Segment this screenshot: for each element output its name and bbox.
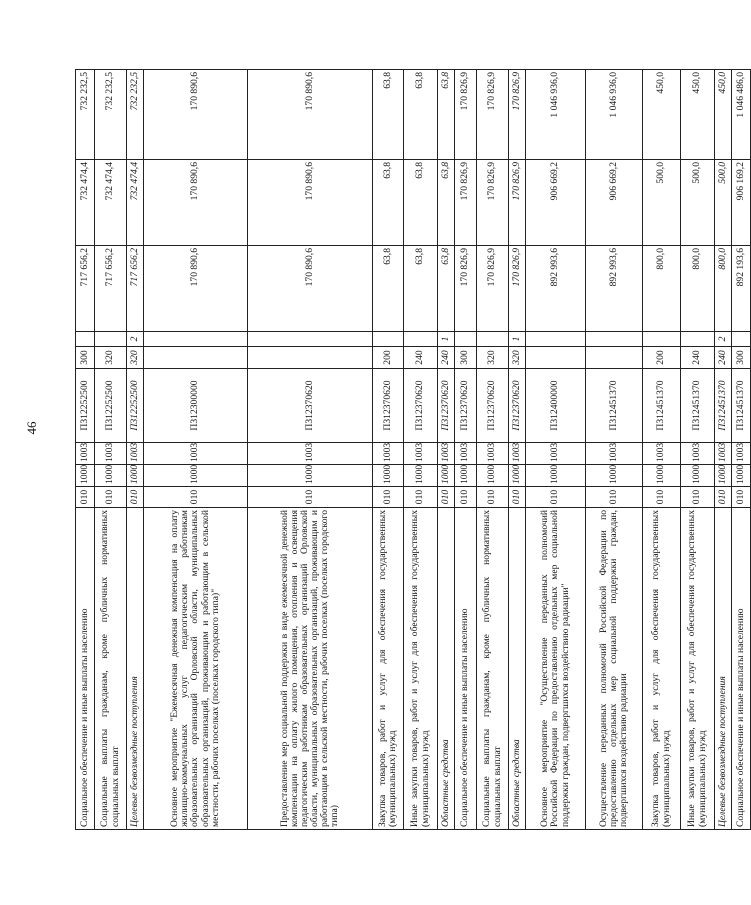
row-name: Закупка товаров, работ и услуг для обеспечения государственных (муниципальных) нужд — [373, 508, 404, 830]
pr-code: 1003 — [144, 443, 248, 465]
amount-year-1: 170 826,9 — [477, 246, 509, 332]
row-name: Основное мероприятие "Осуществление переданных полномочий Российской Федерации по предоставлению отдельных мер социальной поддержки граждан, подвергшихся воздействию радиации" — [526, 508, 586, 830]
expense-type-code: 320 — [477, 347, 509, 369]
amount-year-1: 170 890,6 — [248, 246, 373, 332]
ved-code: 010 — [438, 487, 455, 508]
pr-code: 1003 — [715, 443, 732, 465]
budget-table — [75, 69, 751, 830]
rz-code: 1000 — [76, 465, 95, 487]
amount-year-3: 450,0 — [715, 70, 732, 160]
amount-year-3: 1 046 936,0 — [586, 70, 643, 160]
amount-year-2: 63,8 — [373, 160, 404, 246]
table-row — [404, 70, 438, 830]
amount-year-3: 732 232,5 — [76, 70, 95, 160]
pr-code: 1003 — [404, 443, 438, 465]
rz-code: 1000 — [509, 465, 526, 487]
amount-year-2: 170 890,6 — [144, 160, 248, 246]
page-number: 46 — [24, 421, 39, 435]
target-article-code: П312370620 — [477, 369, 509, 443]
ved-code: 010 — [373, 487, 404, 508]
expense-type-code — [526, 347, 586, 369]
row-name: Социальное обеспечение и иные выплаты населению — [76, 508, 95, 830]
ved-code: 010 — [127, 487, 144, 508]
target-article-code: П312451370 — [643, 369, 681, 443]
target-article-code: П312370620 — [455, 369, 477, 443]
expense-type-code: 240 — [438, 347, 455, 369]
target-article-code: П312370620 — [373, 369, 404, 443]
target-article-code: П312252500 — [95, 369, 127, 443]
amount-year-2: 170 890,6 — [248, 160, 373, 246]
pr-code: 1003 — [681, 443, 715, 465]
amount-year-3: 63,8 — [404, 70, 438, 160]
amount-year-1: 717 656,2 — [127, 246, 144, 332]
table-row — [586, 70, 643, 830]
amount-year-3: 170 890,6 — [144, 70, 248, 160]
amount-year-2: 170 826,9 — [509, 160, 526, 246]
ved-code: 010 — [76, 487, 95, 508]
ved-code: 010 — [681, 487, 715, 508]
table-row — [643, 70, 681, 830]
amount-year-3: 1 046 936,0 — [526, 70, 586, 160]
pr-code: 1003 — [248, 443, 373, 465]
amount-year-3: 63,8 — [438, 70, 455, 160]
target-article-code: П312451370 — [732, 369, 751, 443]
amount-year-2: 500,0 — [681, 160, 715, 246]
rz-code: 1000 — [715, 465, 732, 487]
amount-year-2: 906 169,2 — [732, 160, 751, 246]
table-row — [76, 70, 95, 830]
table-body — [76, 70, 751, 830]
ved-code: 010 — [95, 487, 127, 508]
amount-year-1: 63,8 — [438, 246, 455, 332]
amount-year-2: 500,0 — [643, 160, 681, 246]
pr-code: 1003 — [509, 443, 526, 465]
table-container — [75, 70, 746, 830]
target-article-code: П312370620 — [438, 369, 455, 443]
pr-code: 1003 — [586, 443, 643, 465]
amount-year-1: 63,8 — [373, 246, 404, 332]
row-name: Социальные выплаты гражданам, кроме публичных нормативных социальных выплат — [95, 508, 127, 830]
expense-type-code: 240 — [715, 347, 732, 369]
pr-code: 1003 — [127, 443, 144, 465]
target-article-code: П312451370 — [715, 369, 732, 443]
row-name: Целевые безвозмездные поступления — [715, 508, 732, 830]
amount-year-1: 717 656,2 — [95, 246, 127, 332]
amount-year-2: 906 669,2 — [526, 160, 586, 246]
rz-code: 1000 — [373, 465, 404, 487]
amount-year-2: 170 826,9 — [455, 160, 477, 246]
amount-year-3: 1 046 486,0 — [732, 70, 751, 160]
ved-code: 010 — [586, 487, 643, 508]
amount-year-3: 732 232,5 — [127, 70, 144, 160]
table-row — [127, 70, 144, 830]
table-row — [732, 70, 751, 830]
amount-year-3: 170 826,9 — [455, 70, 477, 160]
table-row — [681, 70, 715, 830]
rz-code: 1000 — [144, 465, 248, 487]
table-row — [438, 70, 455, 830]
amount-year-1: 800,0 — [715, 246, 732, 332]
source-code: 2 — [127, 332, 144, 347]
expense-type-code: 240 — [404, 347, 438, 369]
target-article-code: П312370620 — [248, 369, 373, 443]
rz-code: 1000 — [248, 465, 373, 487]
amount-year-2: 500,0 — [715, 160, 732, 246]
source-code — [248, 332, 373, 347]
amount-year-1: 800,0 — [681, 246, 715, 332]
ved-code: 010 — [526, 487, 586, 508]
ved-code: 010 — [455, 487, 477, 508]
expense-type-code: 320 — [127, 347, 144, 369]
table-row — [526, 70, 586, 830]
expense-type-code: 300 — [76, 347, 95, 369]
source-code — [144, 332, 248, 347]
pr-code: 1003 — [95, 443, 127, 465]
pr-code: 1003 — [643, 443, 681, 465]
amount-year-1: 892 993,6 — [526, 246, 586, 332]
table-row — [715, 70, 732, 830]
amount-year-2: 732 474,4 — [127, 160, 144, 246]
row-name: Предоставление мер социальной поддержки в виде ежемесячной денежной компенсации на оплату жилого помещения, отопления и освещения педагогическим работникам образовательных организаций Орловской области, муниципальных образовательных организаций, проживающим и работающим в сельской местности, рабочих поселках (поселках городского типа) — [248, 508, 373, 830]
row-name: Социальные выплаты гражданам, кроме публичных нормативных социальных выплат — [477, 508, 509, 830]
amount-year-3: 450,0 — [643, 70, 681, 160]
target-article-code: П312252500 — [127, 369, 144, 443]
target-article-code: П312252500 — [76, 369, 95, 443]
row-name: Социальное обеспечение и иные выплаты населению — [732, 508, 751, 830]
expense-type-code: 300 — [455, 347, 477, 369]
amount-year-2: 906 669,2 — [586, 160, 643, 246]
row-name: Осуществление переданных полномочий Российской Федерации по предоставлению отдельных мер социальной поддержки граждан, подвергшихся воздействию радиации — [586, 508, 643, 830]
expense-type-code — [144, 347, 248, 369]
pr-code: 1003 — [455, 443, 477, 465]
expense-type-code: 200 — [643, 347, 681, 369]
rz-code: 1000 — [95, 465, 127, 487]
pr-code: 1003 — [526, 443, 586, 465]
amount-year-3: 732 232,5 — [95, 70, 127, 160]
target-article-code: П312451370 — [681, 369, 715, 443]
rz-code: 1000 — [732, 465, 751, 487]
row-name: Закупка товаров, работ и услуг для обеспечения государственных (муниципальных) нужд — [643, 508, 681, 830]
expense-type-code: 200 — [373, 347, 404, 369]
ved-code: 010 — [477, 487, 509, 508]
source-code: 1 — [509, 332, 526, 347]
pr-code: 1003 — [438, 443, 455, 465]
ved-code: 010 — [643, 487, 681, 508]
amount-year-3: 450,0 — [681, 70, 715, 160]
table-row — [144, 70, 248, 830]
target-article-code: П312451370 — [586, 369, 643, 443]
ved-code: 010 — [509, 487, 526, 508]
target-article-code: П312400000 — [526, 369, 586, 443]
expense-type-code: 300 — [732, 347, 751, 369]
row-name: Целевые безвозмездные поступления — [127, 508, 144, 830]
amount-year-2: 63,8 — [404, 160, 438, 246]
source-code — [643, 332, 681, 347]
pr-code: 1003 — [373, 443, 404, 465]
expense-type-code: 320 — [95, 347, 127, 369]
amount-year-3: 170 826,9 — [477, 70, 509, 160]
source-code — [455, 332, 477, 347]
row-name: Иные закупки товаров, работ и услуг для обеспечения государственных (муниципальных) нужд — [681, 508, 715, 830]
ved-code: 010 — [248, 487, 373, 508]
amount-year-2: 170 826,9 — [477, 160, 509, 246]
amount-year-1: 892 193,6 — [732, 246, 751, 332]
amount-year-3: 170 890,6 — [248, 70, 373, 160]
amount-year-1: 717 656,2 — [76, 246, 95, 332]
rz-code: 1000 — [526, 465, 586, 487]
rz-code: 1000 — [681, 465, 715, 487]
rz-code: 1000 — [586, 465, 643, 487]
table-row — [455, 70, 477, 830]
amount-year-3: 170 826,9 — [509, 70, 526, 160]
source-code: 2 — [715, 332, 732, 347]
source-code — [732, 332, 751, 347]
amount-year-2: 63,8 — [438, 160, 455, 246]
ved-code: 010 — [732, 487, 751, 508]
target-article-code: П312370620 — [509, 369, 526, 443]
amount-year-2: 732 474,4 — [95, 160, 127, 246]
pr-code: 1003 — [477, 443, 509, 465]
amount-year-1: 892 993,6 — [586, 246, 643, 332]
source-code — [586, 332, 643, 347]
expense-type-code: 320 — [509, 347, 526, 369]
expense-type-code: 240 — [681, 347, 715, 369]
ved-code: 010 — [144, 487, 248, 508]
table-row — [373, 70, 404, 830]
rz-code: 1000 — [127, 465, 144, 487]
expense-type-code — [248, 347, 373, 369]
source-code — [526, 332, 586, 347]
source-code — [76, 332, 95, 347]
amount-year-1: 800,0 — [643, 246, 681, 332]
source-code — [477, 332, 509, 347]
amount-year-1: 63,8 — [404, 246, 438, 332]
ved-code: 010 — [715, 487, 732, 508]
row-name: Иные закупки товаров, работ и услуг для обеспечения государственных (муниципальных) нужд — [404, 508, 438, 830]
table-row — [248, 70, 373, 830]
amount-year-2: 732 474,4 — [76, 160, 95, 246]
expense-type-code — [586, 347, 643, 369]
target-article-code: П312370620 — [404, 369, 438, 443]
row-name: Областные средства — [438, 508, 455, 830]
source-code — [404, 332, 438, 347]
amount-year-3: 63,8 — [373, 70, 404, 160]
rz-code: 1000 — [404, 465, 438, 487]
source-code — [95, 332, 127, 347]
pr-code: 1003 — [76, 443, 95, 465]
amount-year-1: 170 826,9 — [455, 246, 477, 332]
ved-code: 010 — [404, 487, 438, 508]
target-article-code: П312300000 — [144, 369, 248, 443]
source-code — [681, 332, 715, 347]
source-code: 1 — [438, 332, 455, 347]
row-name: Социальное обеспечение и иные выплаты населению — [455, 508, 477, 830]
table-row — [477, 70, 509, 830]
table-row — [509, 70, 526, 830]
rz-code: 1000 — [455, 465, 477, 487]
source-code — [373, 332, 404, 347]
amount-year-1: 170 890,6 — [144, 246, 248, 332]
table-row — [95, 70, 127, 830]
row-name: Основное мероприятие "Ежемесячная денежная компенсация на оплату жилищно-коммунальных услуг педагогическим работникам образовательных организаций Орловской области, муниципальных образовательных организаций, проживающим и работающим в сельской местности, рабочих поселках (поселках городского типа)" — [144, 508, 248, 830]
rz-code: 1000 — [438, 465, 455, 487]
amount-year-1: 170 826,9 — [509, 246, 526, 332]
pr-code: 1003 — [732, 443, 751, 465]
rz-code: 1000 — [643, 465, 681, 487]
rz-code: 1000 — [477, 465, 509, 487]
row-name: Областные средства — [509, 508, 526, 830]
